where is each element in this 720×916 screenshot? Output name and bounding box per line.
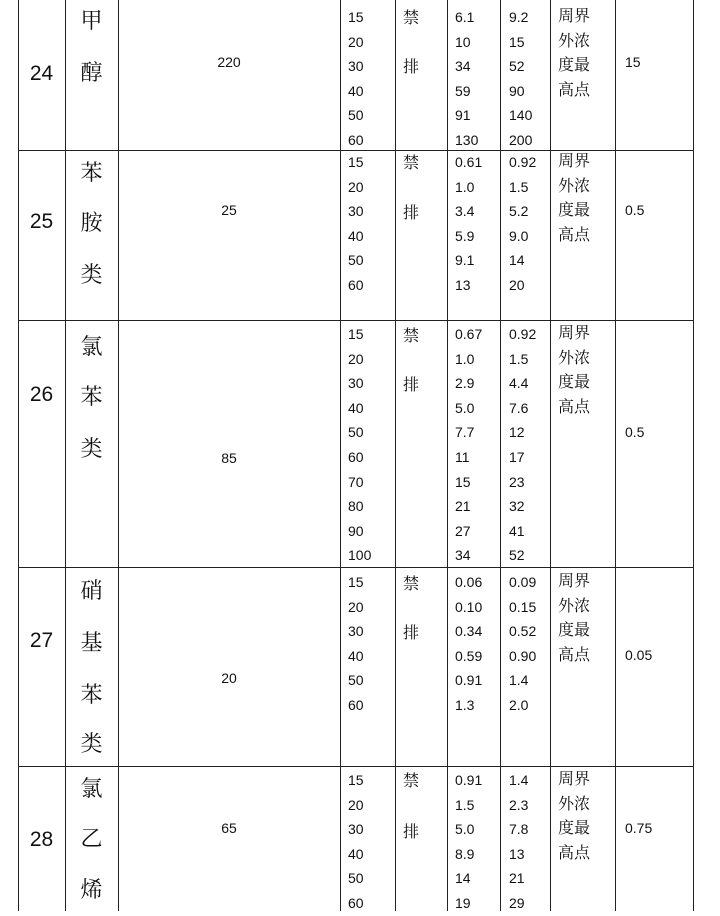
stack-height-list-item: 40 <box>348 647 364 664</box>
rate-class3-list-item: 17 <box>509 448 525 465</box>
rate-class3-list-item: 9.0 <box>509 227 529 244</box>
rate-class2-list-item: 1.5 <box>455 796 475 813</box>
rate-class2-list-item: 19 <box>455 894 471 911</box>
rate-class2-list-item: 1.0 <box>455 178 475 195</box>
pollutant-name-char: 氯 <box>80 776 103 801</box>
rate-class2-list-item: 5.0 <box>455 821 475 838</box>
class1-ban-char: 排 <box>403 625 420 642</box>
max-concentration-value: 25 <box>221 202 237 218</box>
row-number: 28 <box>29 828 54 851</box>
rate-class3-list-item: 7.8 <box>509 821 529 838</box>
stack-height-list-item: 80 <box>348 498 364 515</box>
stack-height-list-item: 30 <box>348 821 364 838</box>
rate-class2-list-item: 0.10 <box>455 598 483 615</box>
stack-height-list-item: 20 <box>348 598 364 615</box>
stack-height-list <box>348 768 395 916</box>
class1-ban-char: 禁 <box>403 576 420 593</box>
rate-class2-list-item: 9.1 <box>455 252 475 269</box>
stack-height-list <box>348 322 395 568</box>
rate-class2-list-item: 0.91 <box>455 772 483 788</box>
rate-class3-list-item: 140 <box>509 107 533 124</box>
stack-height-list-item: 60 <box>348 448 364 465</box>
rate-class2-list-item: 34 <box>455 547 471 564</box>
concentration-limit-value: 0.5 <box>625 202 645 218</box>
monitoring-location-line: 周界 <box>558 8 591 25</box>
monitoring-location-line: 周界 <box>558 771 591 788</box>
monitoring-location <box>558 570 615 668</box>
rate-class3-list-item: 5.2 <box>509 203 529 220</box>
stack-height-list-item: 60 <box>348 894 364 911</box>
stack-height-list-item: 20 <box>348 796 364 813</box>
rate-class2-list-item: 0.34 <box>455 623 483 640</box>
rate-class2-list-item: 3.4 <box>455 203 475 220</box>
monitoring-location-line: 度最 <box>558 202 591 220</box>
rate-class3-list-item: 41 <box>509 522 525 539</box>
rate-class3-list-item: 7.6 <box>509 399 529 416</box>
pollutant-name-char: 苯 <box>80 160 103 185</box>
pollutant-name-char: 烯 <box>80 877 103 902</box>
stack-height-list-item: 20 <box>348 33 364 50</box>
rate-class3-list <box>509 5 550 153</box>
class1-ban-char: 排 <box>403 824 420 841</box>
monitoring-location-line: 外浓 <box>558 597 591 615</box>
rate-class2-list-item: 10 <box>455 33 471 50</box>
max-concentration-value: 20 <box>221 670 237 686</box>
stack-height-list-item: 60 <box>348 276 364 293</box>
rate-class2-list-item: 14 <box>455 870 471 887</box>
rate-class2-list-item: 0.59 <box>455 647 483 664</box>
stack-height-list-item: 50 <box>348 424 364 441</box>
class1-ban-char: 排 <box>403 205 420 222</box>
rate-class3-list-item: 0.52 <box>509 623 537 640</box>
rate-class2-list-item: 15 <box>455 473 471 490</box>
class1-ban <box>403 0 443 911</box>
rate-class2-list-item: 2.9 <box>455 375 475 392</box>
rate-class3-list <box>509 322 550 568</box>
rate-class2-list-item: 0.67 <box>455 326 483 342</box>
rate-class3-list-item: 1.4 <box>509 672 529 689</box>
rate-class3-list-item: 2.3 <box>509 796 529 813</box>
rate-class2-list-item: 1.0 <box>455 350 475 367</box>
rate-class2-list <box>455 5 500 153</box>
rate-class2-list-item: 27 <box>455 522 471 539</box>
pollutant-name-char: 乙 <box>80 826 103 851</box>
class1-ban-char: 禁 <box>403 328 420 345</box>
stack-height-list-item: 20 <box>348 178 364 195</box>
rate-class2-list-item: 13 <box>455 276 471 293</box>
rate-class2-list-item: 5.9 <box>455 227 475 244</box>
concentration-limit-value: 0.75 <box>625 820 653 836</box>
monitoring-location-line: 度最 <box>558 374 591 392</box>
monitoring-location-line: 度最 <box>558 57 591 75</box>
monitoring-location-line: 度最 <box>558 622 591 640</box>
rate-class3-list-item: 29 <box>509 894 525 911</box>
stack-height-list-item: 30 <box>348 203 364 220</box>
stack-height-list-item: 15 <box>348 9 364 25</box>
rate-class3-list-item: 0.90 <box>509 647 537 664</box>
monitoring-location-line: 外浓 <box>558 32 591 50</box>
rate-class3-list-item: 4.4 <box>509 375 529 392</box>
rate-class2-list-item: 0.06 <box>455 574 483 590</box>
pollutant-name-char: 甲 <box>80 8 103 33</box>
rate-class3-list-item: 0.92 <box>509 326 537 342</box>
rate-class3-list-item: 23 <box>509 473 525 490</box>
rate-class3-list-item: 32 <box>509 498 525 515</box>
stack-height-list-item: 15 <box>348 574 364 590</box>
pollutant-name-char: 类 <box>80 262 103 287</box>
monitoring-location-line: 高点 <box>558 81 591 99</box>
rate-class3-list <box>509 768 550 916</box>
monitoring-location-line: 度最 <box>558 820 591 838</box>
monitoring-location-line: 高点 <box>558 226 591 244</box>
rate-class3-list-item: 2.0 <box>509 696 529 713</box>
stack-height-list-item: 70 <box>348 473 364 490</box>
concentration-limit-value: 0.05 <box>625 647 653 663</box>
stack-height-list-item: 40 <box>348 399 364 416</box>
row-number: 25 <box>29 210 54 233</box>
monitoring-location-line: 周界 <box>558 325 591 342</box>
rate-class2-list-item: 0.91 <box>455 672 483 689</box>
stack-height-list-item: 50 <box>348 870 364 887</box>
monitoring-location-line: 周界 <box>558 153 591 170</box>
rate-class3-list-item: 21 <box>509 870 525 887</box>
monitoring-location-line: 高点 <box>558 398 591 416</box>
pollutant-name-char: 氯 <box>80 334 103 359</box>
rate-class3-list-item: 20 <box>509 276 525 293</box>
stack-height-list-item: 60 <box>348 696 364 713</box>
max-concentration-value: 85 <box>221 450 237 466</box>
pollutant-name-char: 类 <box>80 436 103 461</box>
rate-class3-list-item: 15 <box>509 33 525 50</box>
monitoring-location-line: 高点 <box>558 844 591 862</box>
monitoring-location <box>558 322 615 420</box>
rate-class3-list-item: 1.5 <box>509 178 529 195</box>
stack-height-list-item: 20 <box>348 350 364 367</box>
pollutant-name-char: 醇 <box>80 60 103 85</box>
rate-class2-list <box>455 322 500 568</box>
pollutant-name-char: 胺 <box>80 210 103 235</box>
rate-class3-list-item: 52 <box>509 547 525 564</box>
rate-class3-list-item: 0.09 <box>509 574 537 590</box>
rate-class2-list-item: 91 <box>455 107 471 124</box>
stack-height-list-item: 50 <box>348 672 364 689</box>
pollutant-name-char: 基 <box>80 630 103 655</box>
monitoring-location-line: 外浓 <box>558 349 591 367</box>
pollutant-name <box>65 0 118 911</box>
rate-class3-list-item: 200 <box>509 131 533 148</box>
rate-class2-list-item: 11 <box>455 448 470 465</box>
class1-ban-char: 禁 <box>403 773 420 790</box>
rate-class3-list-item: 14 <box>509 252 525 269</box>
pollutant-name-char: 苯 <box>80 682 103 707</box>
rate-class2-list-item: 0.61 <box>455 154 483 170</box>
class1-ban-char: 禁 <box>403 155 420 172</box>
monitoring-location <box>558 150 615 248</box>
rate-class3-list-item: 9.2 <box>509 9 529 25</box>
stack-height-list-item: 40 <box>348 845 364 862</box>
monitoring-location <box>558 5 615 103</box>
class1-ban-char: 禁 <box>403 10 420 27</box>
class1-ban-char: 排 <box>403 59 420 76</box>
rate-class2-list-item: 7.7 <box>455 424 475 441</box>
rate-class2-list <box>455 768 500 916</box>
row-number: 26 <box>29 383 54 406</box>
rate-class3-list <box>509 150 550 298</box>
rate-class2-list-item: 34 <box>455 58 471 75</box>
monitoring-location-line: 高点 <box>558 646 591 664</box>
rate-class3-list <box>509 570 550 718</box>
rate-class3-list-item: 13 <box>509 845 525 862</box>
pollutant-name-char: 类 <box>80 731 103 756</box>
monitoring-location-line: 外浓 <box>558 795 591 813</box>
rate-class3-list-item: 90 <box>509 82 525 99</box>
stack-height-list-item: 15 <box>348 772 364 788</box>
rate-class2-list-item: 5.0 <box>455 399 475 416</box>
monitoring-location <box>558 768 615 866</box>
rate-class2-list <box>455 570 500 718</box>
stack-height-list-item: 60 <box>348 131 364 148</box>
monitoring-location-line: 周界 <box>558 573 591 590</box>
rate-class2-list-item: 8.9 <box>455 845 475 862</box>
rate-class3-list-item: 1.4 <box>509 772 529 788</box>
class1-ban-char: 排 <box>403 377 420 394</box>
stack-height-list-item: 50 <box>348 252 364 269</box>
stack-height-list-item: 90 <box>348 522 364 539</box>
rate-class2-list-item: 21 <box>455 498 471 515</box>
max-concentration-value: 220 <box>217 54 241 70</box>
stack-height-list <box>348 150 395 298</box>
stack-height-list-item: 100 <box>348 547 372 564</box>
pollutant-name-char: 硝 <box>80 578 103 603</box>
rate-class2-list-item: 130 <box>455 131 479 148</box>
stack-height-list-item: 50 <box>348 107 364 124</box>
stack-height-list <box>348 5 395 153</box>
row-number: 24 <box>29 62 54 85</box>
monitoring-location-line: 外浓 <box>558 177 591 195</box>
rate-class2-list-item: 59 <box>455 82 471 99</box>
rate-class2-list <box>455 150 500 298</box>
concentration-limit-value: 15 <box>625 54 641 70</box>
rate-class3-list-item: 0.92 <box>509 154 537 170</box>
stack-height-list <box>348 570 395 718</box>
rate-class3-list-item: 12 <box>509 424 525 441</box>
rate-class2-list-item: 1.3 <box>455 696 475 713</box>
stack-height-list-item: 40 <box>348 82 364 99</box>
rate-class3-list-item: 1.5 <box>509 350 529 367</box>
stack-height-list-item: 15 <box>348 154 364 170</box>
pollutant-name-char: 苯 <box>80 384 103 409</box>
max-concentration-value: 65 <box>221 820 237 836</box>
concentration-limit-value: 0.5 <box>625 424 645 440</box>
rate-class2-list-item: 6.1 <box>455 9 475 25</box>
rate-class3-list-item: 0.15 <box>509 598 537 615</box>
stack-height-list-item: 40 <box>348 227 364 244</box>
stack-height-list-item: 30 <box>348 58 364 75</box>
stack-height-list-item: 30 <box>348 623 364 640</box>
row-number: 27 <box>29 629 54 652</box>
stack-height-list-item: 15 <box>348 326 364 342</box>
rate-class3-list-item: 52 <box>509 58 525 75</box>
stack-height-list-item: 30 <box>348 375 364 392</box>
